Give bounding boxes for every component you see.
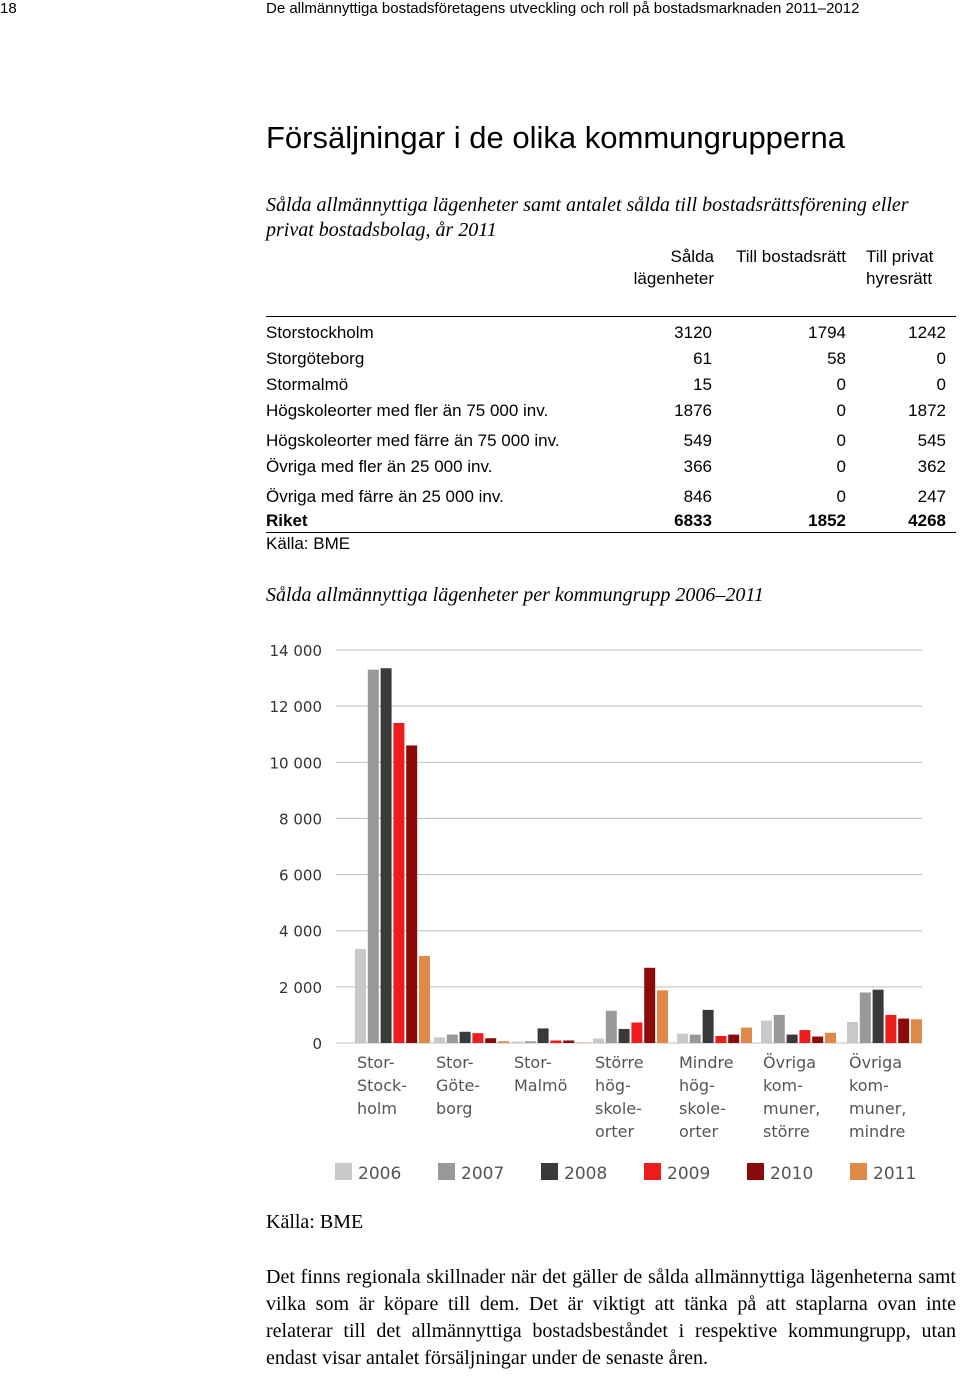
row-value: 1242 xyxy=(908,323,946,342)
bar xyxy=(406,745,417,1043)
bar xyxy=(434,1037,445,1043)
bar xyxy=(860,992,871,1043)
bar-chart xyxy=(0,630,960,1190)
table-row xyxy=(266,400,946,422)
table-source: Källa: BME xyxy=(266,534,351,553)
bar xyxy=(703,1010,714,1043)
bar xyxy=(485,1038,496,1043)
x-tick-label: Övriga kom-muner, större xyxy=(763,1053,821,1141)
table-row xyxy=(266,348,946,370)
row-label: Högskoleorter med fler än 75 000 inv. xyxy=(266,401,549,420)
bar xyxy=(728,1035,739,1043)
row-value: 58 xyxy=(827,349,846,368)
row-value: 1872 xyxy=(908,401,946,420)
legend-swatch xyxy=(335,1163,352,1180)
bar xyxy=(447,1035,458,1043)
row-value: 1852 xyxy=(808,511,846,530)
row-value: 0 xyxy=(936,349,946,368)
bar xyxy=(657,990,668,1043)
row-value: 0 xyxy=(836,431,846,450)
y-tick-label: 6 000 xyxy=(279,866,322,885)
bar xyxy=(381,668,392,1043)
bar xyxy=(677,1034,688,1043)
row-value: 545 xyxy=(917,431,946,450)
row-value: 549 xyxy=(683,431,712,450)
row-value: 61 xyxy=(693,349,712,368)
row-value: 0 xyxy=(836,401,846,420)
bar xyxy=(368,670,379,1043)
row-value: 366 xyxy=(683,457,712,476)
row-label: Högskoleorter med färre än 75 000 inv. xyxy=(266,431,560,450)
table-top-rule xyxy=(266,316,956,317)
row-label: Storstockholm xyxy=(266,323,374,342)
legend-label: 2011 xyxy=(873,1164,917,1184)
x-tick-label: Stor-Stock-holm xyxy=(357,1053,408,1118)
table-total-row xyxy=(266,510,946,532)
bar xyxy=(498,1041,509,1043)
table-caption: Sålda allmännyttiga lägenheter samt antalet sålda till bostadsrättsförening eller privat bostadsbolag, år 2011 xyxy=(266,194,909,241)
row-value: 362 xyxy=(917,457,946,476)
row-label: Riket xyxy=(266,511,308,530)
table-row xyxy=(266,374,946,396)
row-label: Storgöteborg xyxy=(266,349,365,368)
table-row xyxy=(266,430,946,452)
bar xyxy=(563,1040,574,1043)
chart-source: Källa: BME xyxy=(266,1211,364,1233)
bar xyxy=(799,1030,810,1043)
y-tick-label: 8 000 xyxy=(279,810,322,829)
running-header: De allmännyttiga bostadsföretagens utveckling och roll på bostadsmarknaden 2011–2012 xyxy=(266,0,860,17)
legend-swatch xyxy=(850,1163,867,1180)
bar xyxy=(460,1032,471,1043)
bar xyxy=(631,1023,642,1043)
x-tick-label: Stor-Malmö xyxy=(514,1053,568,1095)
col-header-bostadsratt: Till bostadsrätt xyxy=(736,247,846,266)
bar xyxy=(593,1039,604,1043)
row-value: 846 xyxy=(683,487,712,506)
legend-swatch xyxy=(541,1163,558,1180)
bar xyxy=(690,1035,701,1043)
chart-caption: Sålda allmännyttiga lägenheter per kommungrupp 2006–2011 xyxy=(266,584,764,606)
row-label: Övriga med fler än 25 000 inv. xyxy=(266,457,493,476)
y-tick-label: 14 000 xyxy=(269,642,322,660)
row-label: Stormalmö xyxy=(266,375,349,394)
legend-label: 2010 xyxy=(770,1164,814,1184)
row-value: 0 xyxy=(836,375,846,394)
row-value: 0 xyxy=(836,457,846,476)
x-tick-label: Övriga kom-muner, mindre xyxy=(849,1053,907,1141)
bar xyxy=(550,1040,561,1043)
bar xyxy=(761,1021,772,1043)
bar xyxy=(606,1011,617,1043)
row-value: 247 xyxy=(917,487,946,506)
y-tick-label: 10 000 xyxy=(269,754,322,773)
row-value: 4268 xyxy=(908,511,946,530)
bar xyxy=(898,1019,909,1043)
col-header-privat-hyresratt: Till privat hyresrätt xyxy=(866,247,934,288)
table-bottom-rule xyxy=(266,532,956,533)
bar xyxy=(885,1015,896,1043)
x-tick-label: Större hög-skole-orter xyxy=(595,1053,644,1141)
row-value: 3120 xyxy=(674,323,712,342)
row-value: 0 xyxy=(836,487,846,506)
row-value: 6833 xyxy=(674,511,712,530)
row-value: 15 xyxy=(693,375,712,394)
legend-swatch xyxy=(644,1163,661,1180)
bar xyxy=(847,1022,858,1043)
bar xyxy=(619,1029,630,1043)
legend-label: 2009 xyxy=(667,1164,711,1184)
bar xyxy=(512,1042,523,1043)
page-number: 18 xyxy=(0,0,17,17)
bar xyxy=(911,1019,922,1043)
bar xyxy=(873,990,884,1043)
bar xyxy=(472,1033,483,1043)
row-value: 1794 xyxy=(808,323,846,342)
bar xyxy=(393,723,404,1043)
row-label: Övriga med färre än 25 000 inv. xyxy=(266,487,504,506)
bar xyxy=(787,1035,798,1043)
bar xyxy=(812,1037,823,1043)
table-row xyxy=(266,322,946,344)
col-header-sold: Sålda lägenheter xyxy=(633,247,714,288)
section-title: Försäljningar i de olika kommungrupperna xyxy=(266,120,845,155)
table-row xyxy=(266,486,946,508)
y-tick-label: 4 000 xyxy=(279,922,322,941)
bar xyxy=(774,1015,785,1043)
bar xyxy=(419,956,430,1043)
x-tick-label: Stor-Göte-borg xyxy=(436,1053,481,1118)
body-paragraph: Det finns regionala skillnader när det gäller de sålda allmännyttiga lägenheterna samt vilka som är köpare till dem. Det är viktigt att tänka på att staplarna ovan inte relaterar till det allmännyttiga bostadsbeståndet i respektive kommungrupp, utan endast visar antalet försäljningar under de senaste åren. xyxy=(266,1266,956,1369)
row-value: 0 xyxy=(936,375,946,394)
bar xyxy=(525,1041,536,1043)
y-tick-label: 12 000 xyxy=(269,698,322,717)
table-row xyxy=(266,456,946,478)
legend-swatch xyxy=(747,1163,764,1180)
y-tick-label: 0 xyxy=(312,1035,322,1053)
row-value: 1876 xyxy=(674,401,712,420)
legend-label: 2006 xyxy=(358,1164,402,1184)
bar xyxy=(741,1028,752,1043)
x-tick-label: Mindre hög-skole-orter xyxy=(679,1053,734,1141)
y-tick-label: 2 000 xyxy=(279,978,322,997)
bar xyxy=(644,968,655,1043)
bar xyxy=(538,1028,549,1043)
bar xyxy=(715,1036,726,1043)
bar xyxy=(825,1033,836,1043)
bar xyxy=(355,949,366,1043)
legend-swatch xyxy=(438,1163,455,1180)
legend-label: 2008 xyxy=(564,1164,608,1184)
legend-label: 2007 xyxy=(461,1164,505,1184)
